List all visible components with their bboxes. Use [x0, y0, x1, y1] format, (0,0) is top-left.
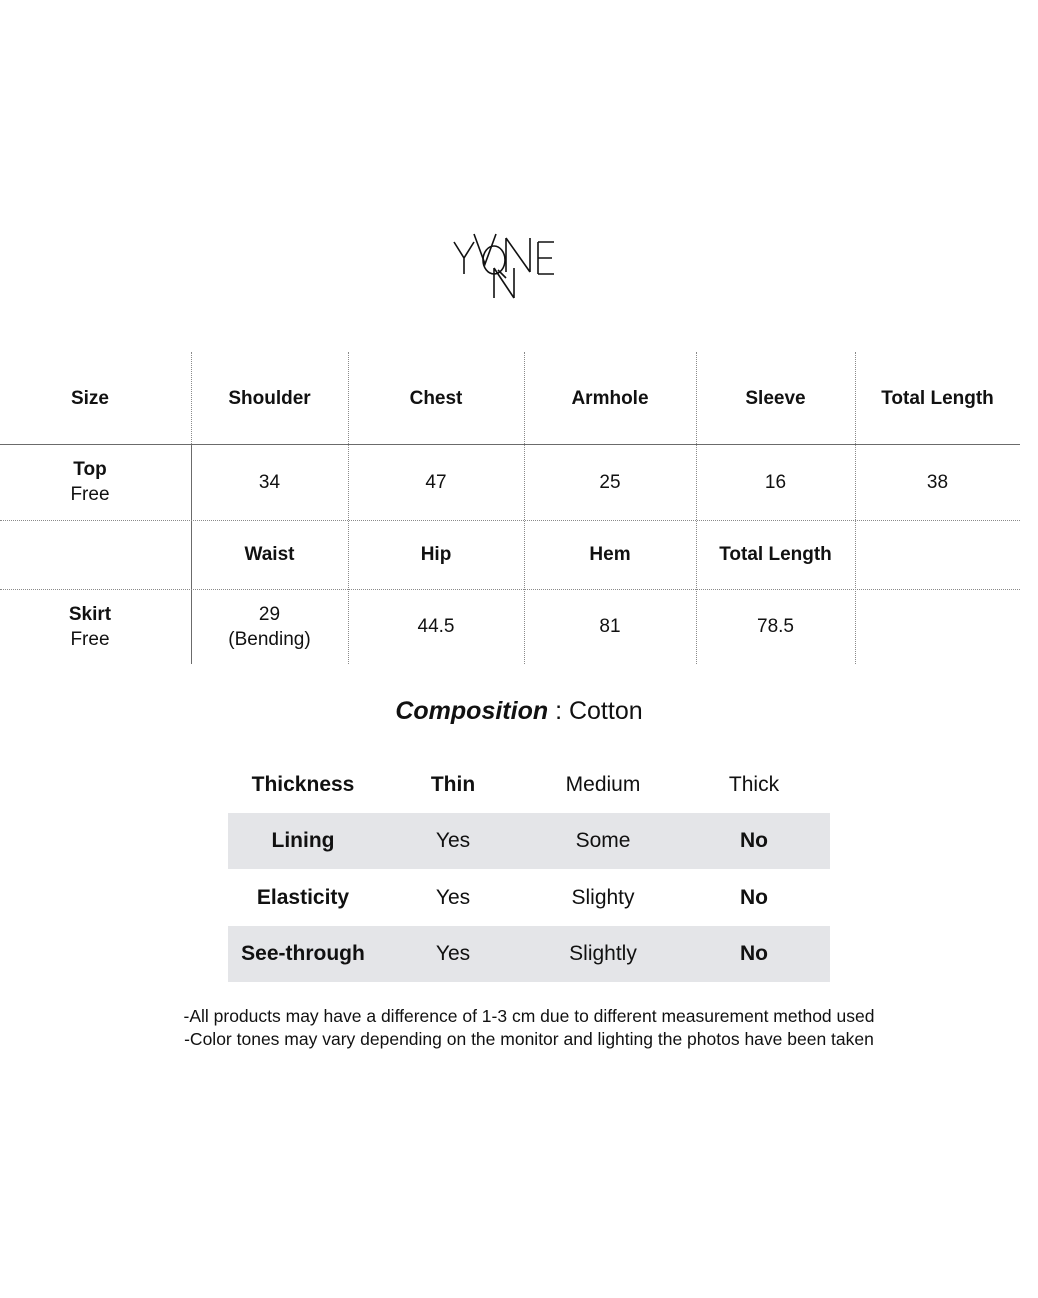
fabric-row-label: See-through: [241, 942, 365, 965]
fabric-cell: Yes: [435, 942, 471, 965]
skirt-total-length-value: 78.5: [757, 616, 794, 637]
fabric-row-label: Thickness: [251, 773, 355, 796]
top-total-length-header: Total Length: [881, 387, 994, 409]
chest-header: Chest: [409, 387, 463, 409]
brand-logo: [448, 228, 560, 300]
fabric-cell: Thin: [430, 773, 476, 796]
skirt-waist-value: [191, 589, 348, 664]
fabric-cell: Yes: [435, 886, 471, 909]
top-shoulder-value: 34: [258, 471, 281, 493]
fabric-cell: Thick: [728, 773, 780, 796]
skirt-hem-value: 81: [599, 616, 621, 637]
shoulder-header: Shoulder: [228, 387, 311, 409]
fabric-row-see-through: [228, 926, 830, 982]
armhole-header: Armhole: [571, 387, 649, 409]
composition-line: [0, 697, 1038, 726]
skirt-total-length-header: Total Length: [719, 544, 832, 565]
skirt-size-label: [0, 589, 180, 664]
composition-value: Cotton: [568, 697, 643, 725]
note-line: -Color tones may vary depending on the monitor and lighting the photos have been taken: [184, 1029, 874, 1049]
fabric-row-lining: [228, 813, 830, 869]
sleeve-header: Sleeve: [745, 387, 806, 409]
fabric-cell: No: [740, 829, 768, 852]
top-label: Top: [73, 459, 107, 480]
size-header: Size: [70, 387, 110, 409]
note-line: -All products may have a difference of 1-3 cm due to different measurement method used: [183, 1006, 875, 1026]
fabric-row-label: Lining: [271, 829, 335, 852]
waist-note: (Bending): [228, 628, 311, 650]
fabric-cell: Slighty: [571, 886, 635, 909]
fabric-cell: Slightly: [569, 942, 637, 965]
skirt-label: Skirt: [68, 603, 112, 625]
fabric-cell: No: [740, 942, 768, 965]
brand-logo-mark: [448, 228, 560, 300]
top-armhole-value: 25: [599, 471, 621, 493]
top-total-length-value: 38: [926, 471, 949, 493]
hip-header: Hip: [420, 544, 452, 565]
skirt-size-value: Free: [70, 628, 110, 650]
fabric-row-elasticity: [228, 870, 830, 926]
composition-label: Composition: [395, 697, 549, 725]
fabric-row-label: Elasticity: [256, 886, 350, 909]
fabric-cell: Yes: [435, 829, 471, 852]
waist-header: Waist: [244, 544, 295, 565]
measurement-notes: [0, 1005, 1038, 1051]
fabric-row-thickness: [228, 757, 830, 813]
top-size-label: [0, 444, 180, 520]
skirt-hip-value: 44.5: [417, 616, 455, 637]
top-sleeve-value: 16: [764, 471, 787, 493]
top-chest-value: 47: [425, 471, 447, 493]
fabric-cell: No: [740, 886, 768, 909]
waist-number: 29: [258, 603, 281, 625]
top-size-value: Free: [70, 484, 110, 505]
hem-header: Hem: [589, 544, 631, 565]
fabric-cell: Medium: [565, 773, 641, 796]
composition-separator: :: [548, 697, 569, 725]
fabric-cell: Some: [575, 829, 631, 852]
